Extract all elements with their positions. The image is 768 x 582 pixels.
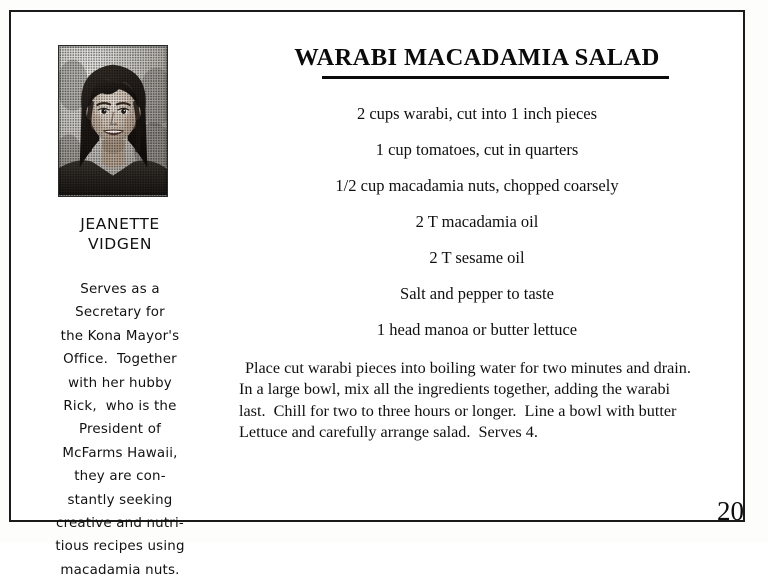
instruction-line: last. Chill for two to three hours or longer. Line a bowl with butter: [239, 401, 677, 420]
ingredient-item: 1/2 cup macadamia nuts, chopped coarsely: [335, 176, 619, 195]
contributor-name-line: VIDGEN: [87, 235, 153, 253]
contributor-name-line: JEANETTE: [80, 215, 160, 233]
contributor-column: [20, 34, 220, 578]
bio-line: tious recipes using: [55, 539, 185, 555]
ingredient-item: 2 T macadamia oil: [415, 212, 539, 231]
contributor-name: [20, 214, 220, 254]
portrait-photo: [59, 46, 167, 195]
contributor-photo-frame: [58, 45, 168, 197]
ingredient-item: 2 T sesame oil: [429, 248, 525, 267]
ingredient-item: Salt and pepper to taste: [400, 284, 554, 303]
bio-line: stantly seeking: [67, 492, 173, 508]
bio-line: creative and nutri-: [56, 516, 184, 532]
instruction-line: Lettuce and carefully arrange salad. Serves 4.: [239, 423, 538, 442]
recipe-title: WARABI MACADAMIA SALAD: [294, 44, 660, 71]
bio-line: President of: [78, 422, 162, 438]
bio-line: macadamia nuts.: [60, 562, 180, 578]
ingredients-list: [222, 96, 732, 348]
ingredient-item: 1 head manoa or butter lettuce: [376, 320, 578, 339]
recipe-column: [222, 34, 732, 514]
instruction-line: In a large bowl, mix all the ingredients together, adding the warabi: [239, 380, 671, 399]
page-number: 20: [717, 496, 744, 526]
bio-line: Serves as a: [80, 282, 160, 297]
bio-line: Rick, who is the: [63, 399, 177, 415]
contributor-bio: [20, 278, 220, 582]
instruction-line: Place cut warabi pieces into boiling water for two minutes and drain.: [245, 359, 691, 377]
preparation-instructions: [239, 358, 717, 444]
bio-line: Office. Together: [63, 352, 177, 368]
bio-line: they are con-: [74, 469, 166, 485]
bio-line: McFarms Hawaii,: [62, 445, 178, 461]
bio-line: with her hubby: [68, 375, 172, 391]
bio-line: Secretary for: [75, 305, 165, 321]
recipe-title-underline: [322, 76, 669, 79]
bio-line: the Kona Mayor's: [60, 328, 180, 344]
ingredient-item: 1 cup tomatoes, cut in quarters: [375, 140, 579, 159]
ingredient-item: 2 cups warabi, cut into 1 inch pieces: [356, 104, 598, 123]
